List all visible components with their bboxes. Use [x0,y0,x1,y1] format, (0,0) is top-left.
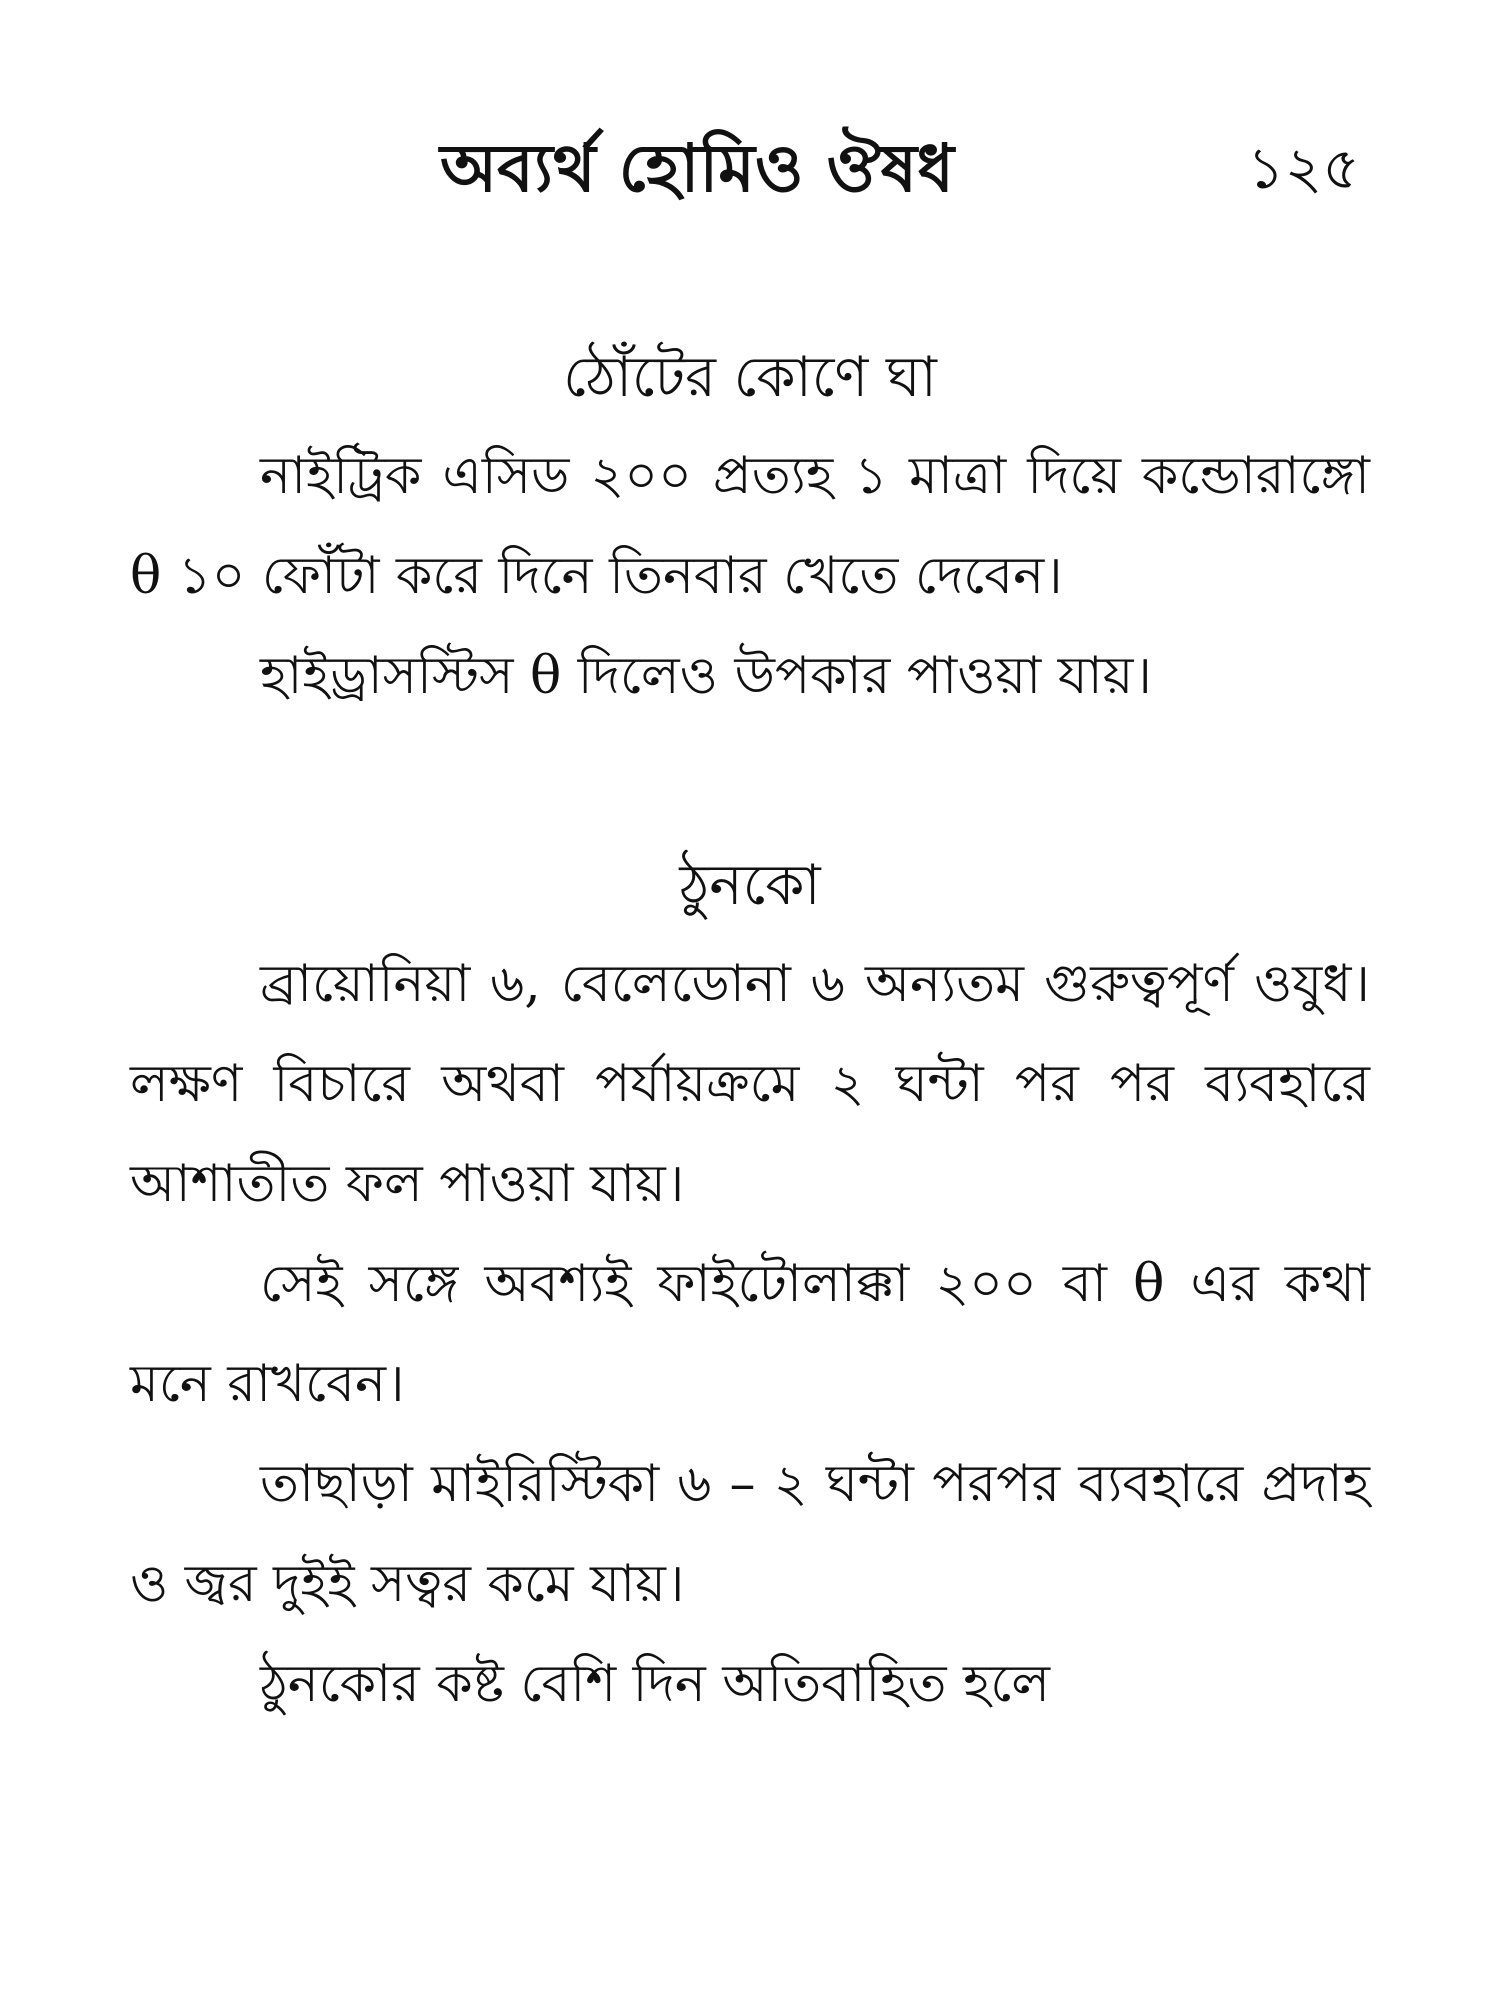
paragraph: ব্রায়োনিয়া ৬, বেলেডোনা ৬ অন্যতম গুরুত্বপূর্ণ ওযুধ। লক্ষণ বিচারে অথবা পর্যায়ক্রমে ২ ঘন্টা পর পর ব্যবহারে আশাতীত ফল পাওয়া যায়। [130,954,1370,1214]
paragraph: নাইট্রিক এসিড ২০০ প্রত্যহ ১ মাত্রা দিয়ে কন্ডোরাঙ্গো θ ১০ ফোঁটা করে দিনে তিনবার খেতে দেবেন। [130,446,1370,606]
section-lip-corner-sore [130,330,1370,726]
page-number: ১২৫ [1247,134,1360,202]
paragraph: তাছাড়া মাইরিস্টিকা ৬ – ২ ঘন্টা পরপর ব্যবহারে প্রদাহ ও জ্বর দুইই সত্বর কমে যায়। [130,1454,1370,1614]
running-head [0,118,1500,228]
book-title: অব্যর্থ হোমিও ঔষধ [440,129,954,207]
paragraph: হাইড্রাসস্টিস θ দিলেও উপকার পাওয়া যায়। [260,646,1152,706]
section-heading: ঠুনকো [679,853,821,918]
section-heading: ঠোঁটের কোণে ঘা [563,345,937,410]
page-content [130,330,1370,1734]
paragraph: ঠুনকোর কষ্ট বেশি দিন অতিবাহিত হলে [260,1654,1051,1714]
paragraph: সেই সঙ্গে অবশ্যই ফাইটোলাক্কা ২০০ বা θ এর কথা মনে রাখবেন। [130,1254,1370,1414]
section-mastitis [130,838,1370,1734]
